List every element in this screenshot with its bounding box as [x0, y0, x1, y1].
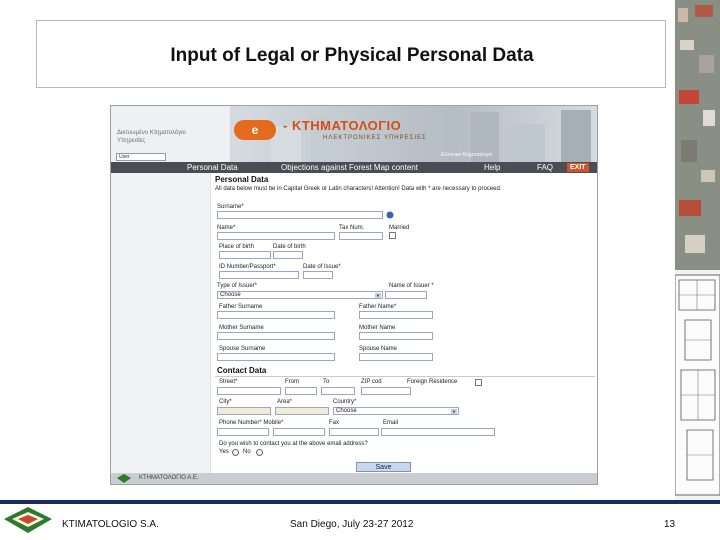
app-footer — [111, 473, 597, 484]
foreign-residence-label: Foreign Residence — [407, 379, 458, 385]
father-name-input[interactable] — [359, 311, 433, 319]
zip-label: ZIP cod — [361, 379, 382, 385]
surname-input[interactable] — [217, 211, 383, 219]
user-label: User — [119, 154, 130, 160]
city-label: City* — [219, 399, 232, 405]
user-box — [116, 153, 166, 161]
tax-num-label: Tax Num. — [339, 225, 365, 231]
logo-title: - ΚΤΗΜΑΤΟΛΟΓΙΟ — [283, 118, 402, 133]
name-of-issuer-label: Name of Issuer * — [389, 283, 434, 289]
conference-info: San Diego, July 23-27 2012 — [290, 519, 414, 530]
logo-badge: e — [234, 120, 276, 140]
exit-button[interactable]: EXIT — [567, 163, 589, 172]
surname-label: Surname* — [217, 204, 244, 210]
type-of-issuer-select[interactable] — [217, 291, 383, 299]
nav-personal-data[interactable]: Personal Data — [187, 163, 238, 172]
company-name: KTIMATOLOGIO S.A. — [62, 519, 159, 530]
type-of-issuer-label: Type of Issuer* — [217, 283, 258, 289]
date-of-birth-input[interactable] — [273, 251, 303, 259]
from-input[interactable] — [285, 387, 317, 395]
place-of-birth-label: Place of birth — [219, 244, 255, 250]
spouse-surname-label: Spouse Surname — [219, 346, 266, 352]
company-logo-icon — [2, 505, 54, 537]
bottom-rule — [0, 500, 720, 504]
date-of-birth-label: Date of birth — [273, 244, 306, 250]
id-number-input[interactable] — [219, 271, 299, 279]
yes-label: Yes — [219, 449, 229, 455]
country-value: Choose — [336, 408, 357, 414]
logo-subtitle: ΗΛΕΚΤΡΟΝΙΚΕΣ ΥΠΗΡΕΣΙΕΣ — [323, 135, 427, 141]
foreign-residence-checkbox[interactable] — [475, 379, 482, 386]
id-number-label: ID Number/Passport* — [219, 264, 276, 270]
zip-input[interactable] — [361, 387, 411, 395]
banner-buildings-icon — [271, 106, 597, 162]
street-label: Street* — [219, 379, 238, 385]
banner-left-panel — [111, 106, 231, 162]
personal-data-form — [211, 173, 597, 473]
section-contact-data: Contact Data — [217, 366, 267, 375]
spouse-surname-input[interactable] — [217, 353, 335, 361]
email-label: Email — [383, 420, 399, 426]
name-label: Name* — [217, 225, 236, 231]
nav-faq[interactable]: FAQ — [537, 163, 554, 172]
spouse-name-input[interactable] — [359, 353, 433, 361]
slide-title-box — [36, 20, 666, 88]
decorative-map-strip — [675, 0, 720, 500]
fax-input[interactable] — [329, 428, 379, 436]
from-label: From — [285, 379, 299, 385]
contact-question: Do you wish to contact you at the above email address? — [219, 441, 368, 447]
father-surname-label: Father Surname — [219, 304, 263, 310]
footer-logo-icon — [117, 474, 131, 483]
phone-input[interactable] — [217, 428, 269, 436]
section-personal-data: Personal Data — [215, 175, 269, 184]
place-of-birth-input[interactable] — [219, 251, 271, 259]
banner-tagline: Ελληνικό Κτηματολόγιο — [441, 152, 493, 158]
mother-name-input[interactable] — [359, 332, 433, 340]
no-radio[interactable] — [256, 449, 263, 456]
street-input[interactable] — [217, 387, 281, 395]
chevron-down-icon: ▼ — [376, 293, 380, 298]
tax-num-input[interactable] — [339, 232, 383, 240]
left-column — [111, 173, 211, 473]
nav-help[interactable]: Help — [484, 163, 501, 172]
date-of-issue-input[interactable] — [303, 271, 333, 279]
city-input[interactable] — [217, 407, 271, 415]
section-divider — [215, 376, 595, 377]
father-name-label: Father Name* — [359, 304, 397, 310]
to-label: To — [323, 379, 330, 385]
page-number: 13 — [664, 519, 676, 530]
form-instructions: All data below must be in Capital Greek or Latin characters! Attention! Data with * are necessary to proceed. — [215, 186, 502, 192]
banner-left-line1: Δικτυωμένο Κτηματολόγιο — [117, 130, 186, 136]
type-of-issuer-value: Choose — [220, 292, 241, 298]
mother-surname-label: Mother Surname — [219, 325, 264, 331]
app-screenshot-window — [110, 105, 598, 485]
map-collage-icon — [675, 0, 720, 500]
save-button[interactable]: Save — [356, 462, 411, 472]
date-of-issue-label: Date of Issue* — [303, 264, 341, 270]
to-input[interactable] — [321, 387, 355, 395]
married-label: Married — [389, 225, 410, 231]
no-label: No — [243, 449, 251, 455]
slide-title: Input of Legal or Physical Personal Data — [170, 45, 534, 66]
mother-name-label: Mother Name — [359, 325, 396, 331]
mother-surname-input[interactable] — [217, 332, 335, 340]
email-input[interactable] — [381, 428, 495, 436]
country-label: Country* — [333, 399, 357, 405]
banner-left-line2: Υπηρεσίες — [117, 138, 146, 144]
father-surname-input[interactable] — [217, 311, 335, 319]
area-label: Area* — [277, 399, 293, 405]
country-select[interactable] — [333, 407, 459, 415]
nav-bar — [111, 162, 597, 173]
area-input[interactable] — [275, 407, 329, 415]
name-of-issuer-input[interactable] — [385, 291, 427, 299]
chevron-down-icon: ▼ — [452, 409, 456, 414]
info-icon[interactable] — [386, 211, 394, 219]
yes-radio[interactable] — [232, 449, 239, 456]
footer-text: ΚΤΗΜΑΤΟΛΟΓΙΟ Α.Ε. — [139, 475, 199, 481]
name-input[interactable] — [217, 232, 335, 240]
married-checkbox[interactable] — [389, 232, 396, 239]
phone-label: Phone Number* Mobile* — [219, 420, 284, 426]
app-banner — [111, 106, 597, 162]
spouse-name-label: Spouse Name — [359, 346, 398, 352]
mobile-input[interactable] — [273, 428, 325, 436]
nav-objections[interactable]: Objections against Forest Map content — [281, 163, 418, 172]
fax-label: Fax — [329, 420, 340, 426]
